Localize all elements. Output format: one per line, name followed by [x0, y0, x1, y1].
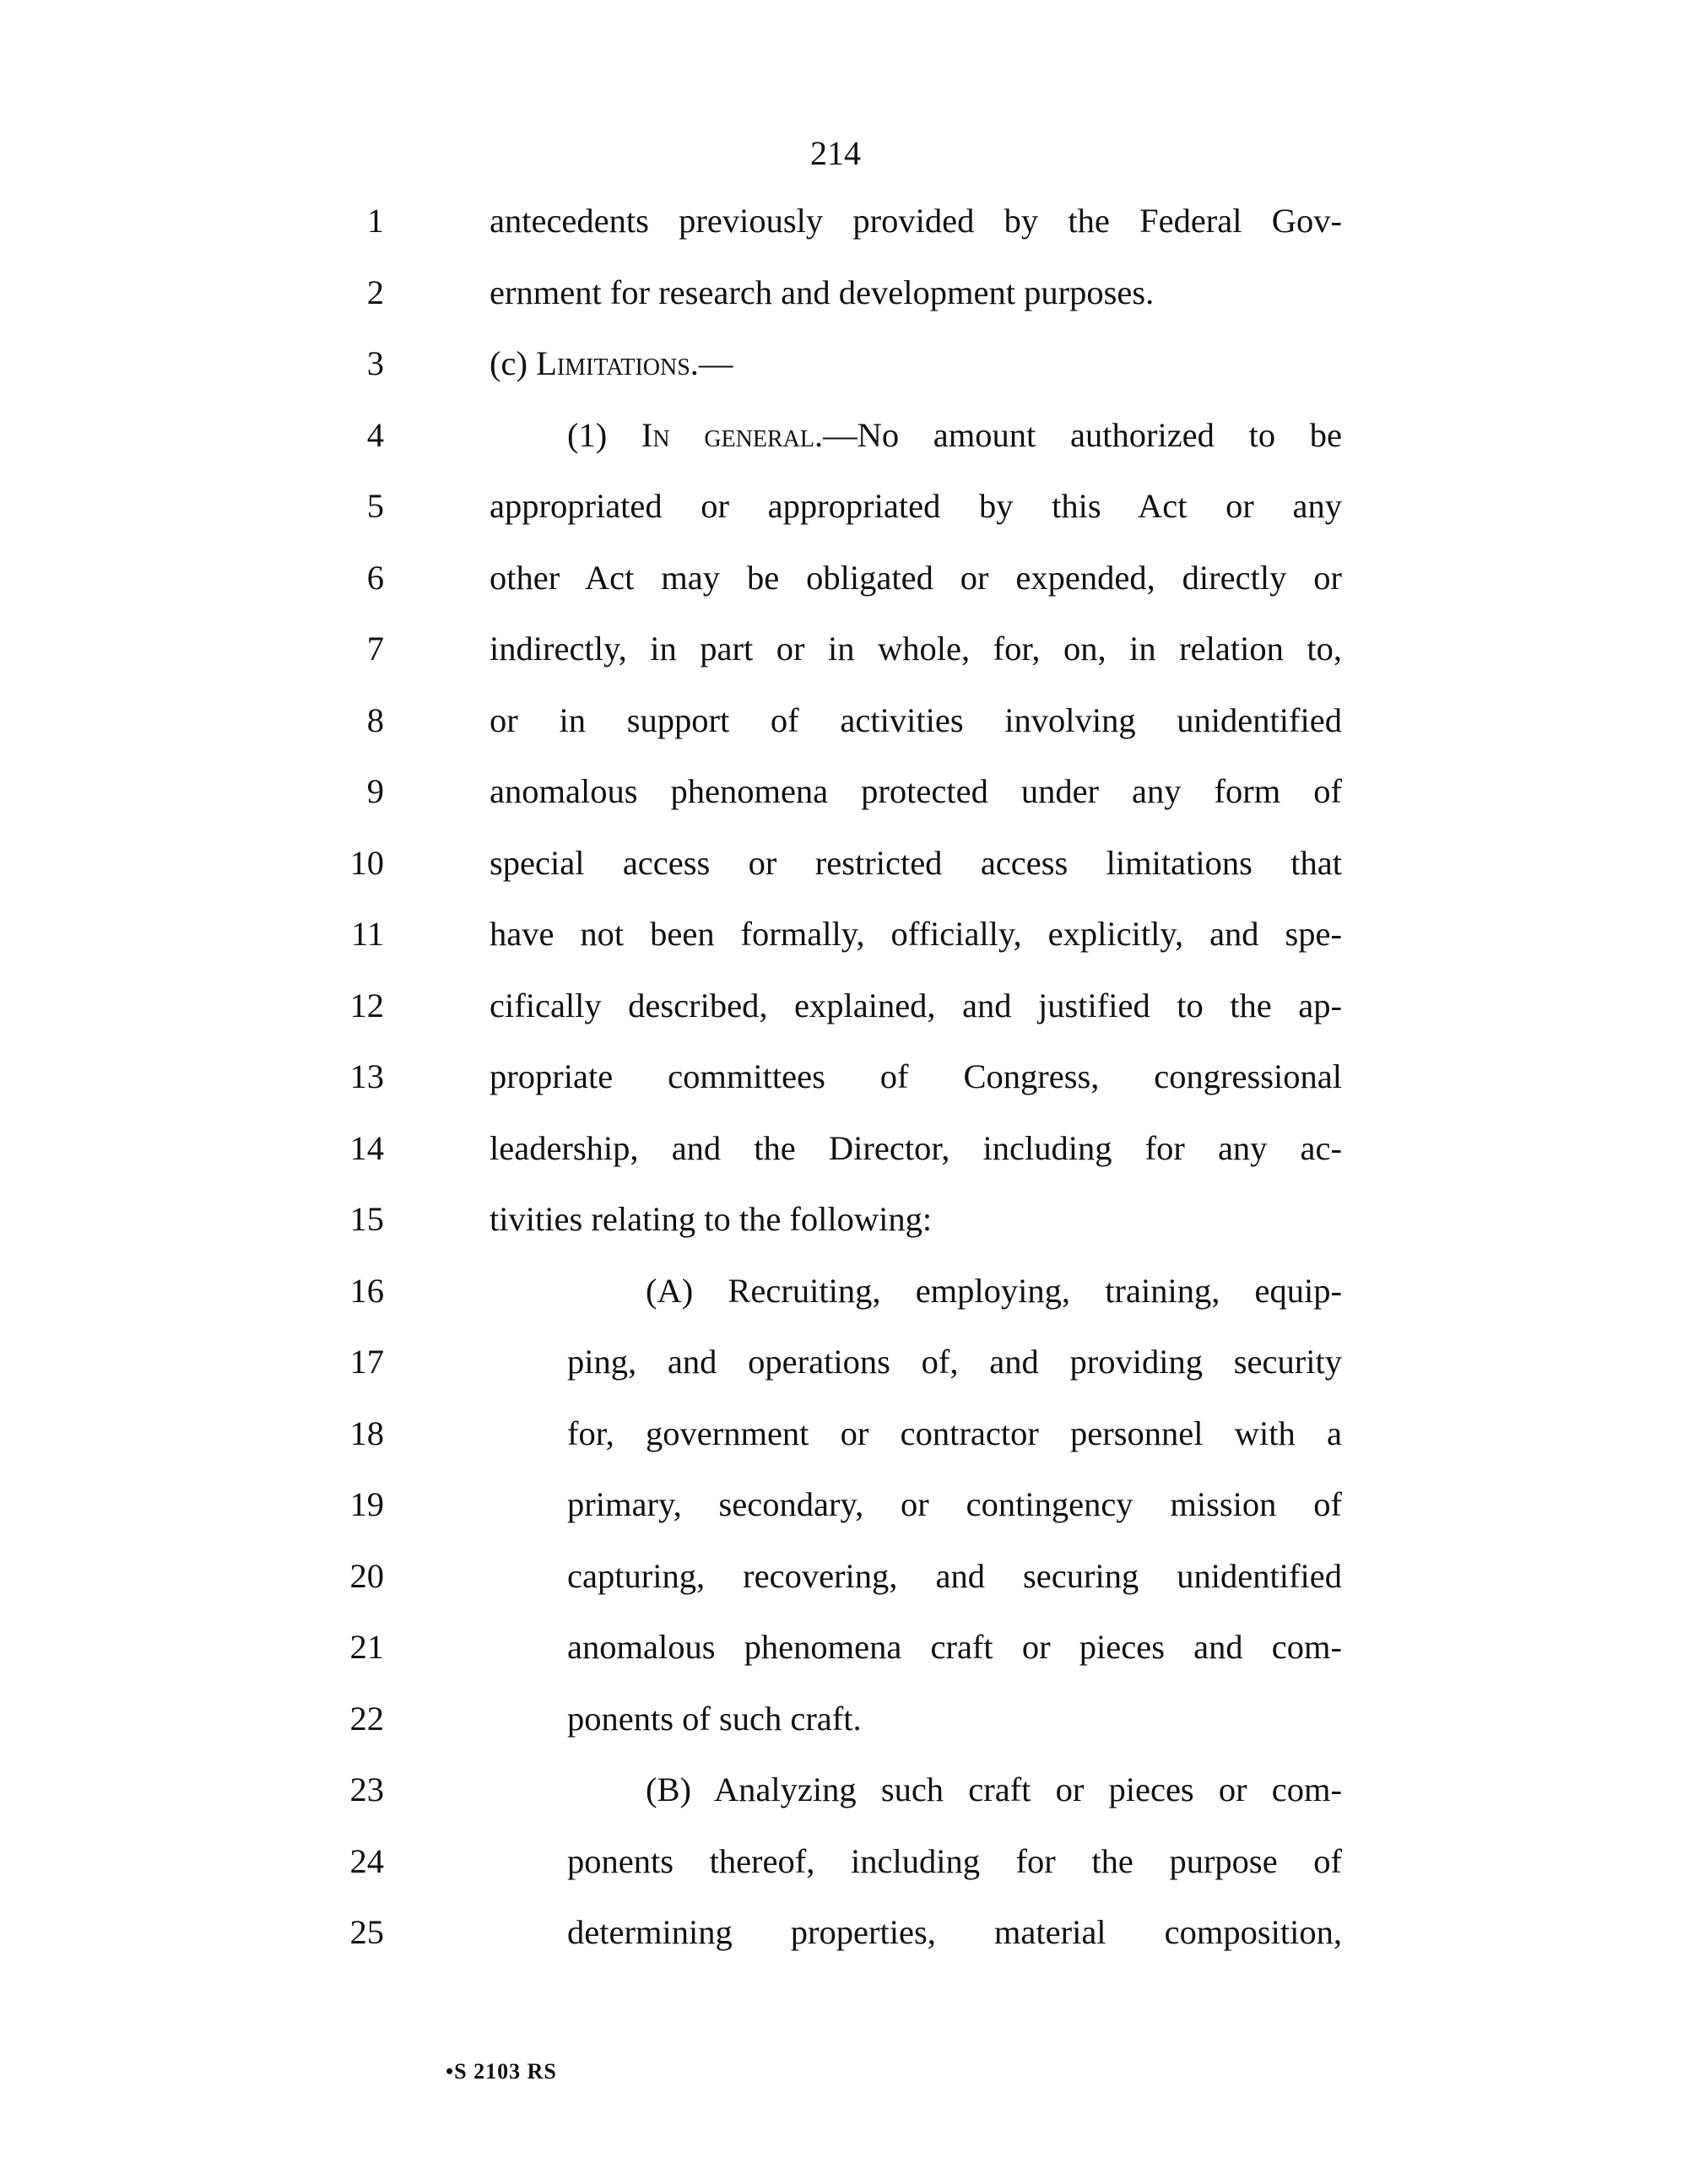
line-number: 19 — [349, 1485, 384, 1523]
text-line — [0, 1836, 1688, 1908]
text-line — [0, 695, 1688, 767]
line-number: 4 — [366, 415, 384, 454]
text-line — [0, 766, 1688, 838]
line-text: other Act may be obligated or expended, directly or — [490, 558, 1342, 597]
line-number: 5 — [366, 487, 384, 525]
line-text: for, government or contractor personnel with a — [567, 1414, 1342, 1452]
line-text: cifically described, explained, and justified to the ap- — [490, 986, 1342, 1024]
line-number: 25 — [349, 1913, 384, 1951]
text-line — [0, 1123, 1688, 1195]
bill-text-body — [0, 196, 1688, 1979]
line-number: 22 — [349, 1699, 384, 1738]
text-line — [0, 1266, 1688, 1338]
line-text: ping, and operations of, and providing security — [567, 1343, 1342, 1381]
paragraph-heading-line — [0, 410, 1688, 482]
line-text: primary, secondary, or contingency mission of — [567, 1485, 1342, 1523]
line-number: 17 — [349, 1343, 384, 1381]
line-number: 21 — [349, 1628, 384, 1666]
text-line — [0, 196, 1688, 268]
line-number: 11 — [351, 915, 384, 953]
line-text: (1) In general.—No amount authorized to be — [567, 415, 1343, 454]
line-number: 15 — [349, 1200, 384, 1238]
text-line — [0, 909, 1688, 981]
line-text: tivities relating to the following: — [490, 1200, 933, 1238]
line-text: anomalous phenomena protected under any form of — [490, 772, 1342, 810]
line-number: 12 — [349, 986, 384, 1024]
text-line — [0, 1694, 1688, 1765]
line-number: 9 — [366, 772, 384, 810]
text-line — [0, 1337, 1688, 1408]
text-line — [0, 624, 1688, 695]
page-number-text: 214 — [810, 134, 861, 172]
line-text: leadership, and the Director, including for any ac- — [490, 1128, 1342, 1167]
page-number — [0, 128, 1688, 179]
line-text: ponents of such craft. — [567, 1699, 862, 1738]
line-number: 23 — [349, 1770, 384, 1808]
line-number: 6 — [366, 558, 384, 597]
text-line — [0, 1194, 1688, 1266]
text-line — [0, 1765, 1688, 1836]
line-number: 3 — [366, 344, 384, 382]
paragraph-heading: In general. — [641, 415, 824, 454]
line-number: 13 — [349, 1057, 384, 1095]
line-number: 2 — [366, 273, 384, 311]
subsection-heading-line — [0, 338, 1688, 410]
line-text: special access or restricted access limitations that — [490, 843, 1342, 882]
line-text: anomalous phenomena craft or pieces and com- — [567, 1628, 1342, 1666]
bill-identifier-footer: •S 2103 RS — [446, 2059, 557, 2084]
line-number: 16 — [349, 1271, 384, 1310]
text-line — [0, 1479, 1688, 1551]
text-line — [0, 268, 1688, 339]
line-text: have not been formally, officially, explicitly, and spe- — [490, 915, 1342, 953]
text-line — [0, 1051, 1688, 1123]
line-text: ponents thereof, including for the purpose of — [567, 1841, 1342, 1880]
text-line — [0, 481, 1688, 553]
text-line — [0, 1622, 1688, 1694]
line-text: (B) Analyzing such craft or pieces or com- — [646, 1770, 1342, 1808]
line-text: determining properties, material composition, — [567, 1913, 1342, 1951]
text-line — [0, 981, 1688, 1052]
text-line — [0, 838, 1688, 910]
line-number: 1 — [366, 202, 384, 240]
line-number: 24 — [349, 1841, 384, 1880]
line-number: 20 — [349, 1556, 384, 1595]
text-line — [0, 553, 1688, 624]
line-text: antecedents previously provided by the Federal Gov- — [490, 202, 1342, 240]
text-line — [0, 1551, 1688, 1623]
line-number: 14 — [349, 1128, 384, 1167]
line-text: or in support of activities involving unidentified — [490, 700, 1342, 739]
text-line — [0, 1408, 1688, 1480]
line-text: indirectly, in part or in whole, for, on, in relation to, — [490, 630, 1342, 668]
subsection-heading: Limitations. — [536, 344, 699, 382]
line-text: ernment for research and development purposes. — [490, 273, 1155, 311]
line-number: 8 — [366, 700, 384, 739]
line-text: propriate committees of Congress, congressional — [490, 1057, 1342, 1095]
line-text: (c) Limitations.— — [490, 344, 733, 382]
line-text: capturing, recovering, and securing unidentified — [567, 1556, 1342, 1595]
line-text: (A) Recruiting, employing, training, equip- — [646, 1271, 1342, 1310]
text-line — [0, 1907, 1688, 1979]
line-number: 7 — [366, 630, 384, 668]
line-number: 10 — [349, 843, 384, 882]
line-text: appropriated or appropriated by this Act or any — [490, 487, 1342, 525]
line-number: 18 — [349, 1414, 384, 1452]
